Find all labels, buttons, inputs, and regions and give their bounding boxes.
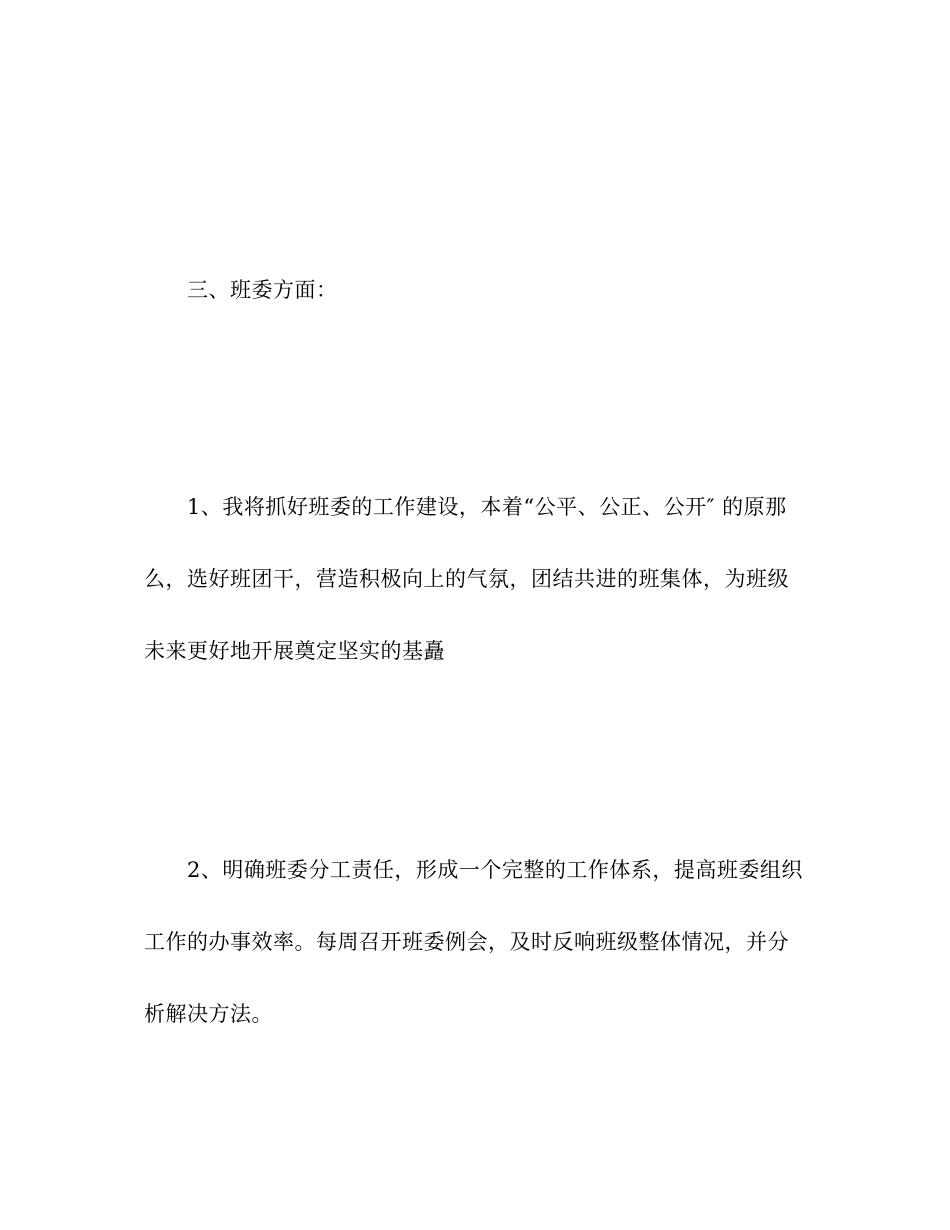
paragraph-2-line-3: 析解决方法。 [144,1002,273,1026]
paragraph-1-line-1: 1、我将抓好班委的工作建设，本着“公平、公正、公开″ 的原那 [187,495,787,519]
paragraph-2-line-1: 2、明确班委分工责任，形成一个完整的工作体系，提高班委组织 [187,858,803,882]
paragraph-2-line-2: 工作的办事效率。每周召开班委例会，及时反响班级整体情况，并分 [144,930,789,954]
paragraph-1-line-3: 未来更好地开展奠定坚实的基矗 [144,639,445,663]
paragraph-1-line-2: 么，选好班团干，营造积极向上的气氛，团结共进的班集体，为班级 [144,567,789,591]
section-heading: 三、班委方面： [187,278,338,302]
